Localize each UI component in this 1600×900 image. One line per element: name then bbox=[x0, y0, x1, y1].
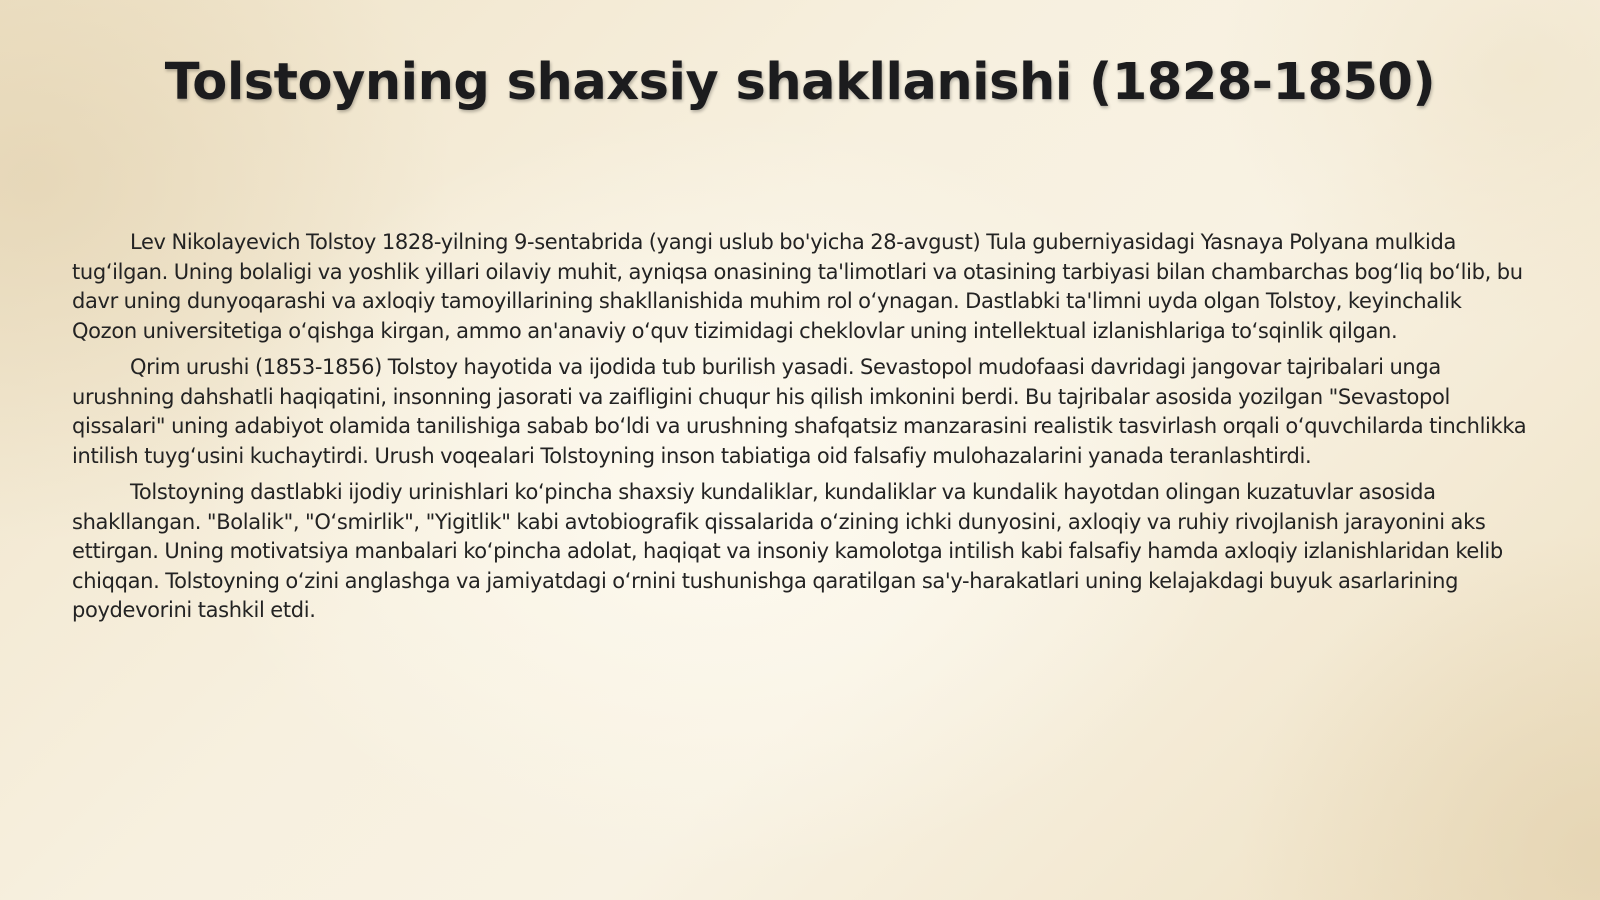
paragraph-early-life: Lev Nikolayevich Tolstoy 1828-yilning 9-sentabrida (yangi uslub bo'yicha 28-avgust) Tula guberniyasidagi Yasnaya Polyana mulkida tugʻilgan. Uning bolaligi va yoshlik yillari oilaviy muhit, ayniqsa onasining ta'limotlari va otasining tarbiyasi bilan chambarchas bogʻliq boʻlib, bu davr uning dunyoqarashi va axloqiy tamoyillarining shakllanishida muhim rol oʻynagan. Dastlabki ta'limni uyda olgan Tolstoy, keyinchalik Qozon universitetiga oʻqishga kirgan, ammo an'anaviy oʻquv tizimidagi cheklovlar uning intellektual izlanishlariga toʻsqinlik qilgan. bbox=[72, 230, 1523, 343]
slide-body bbox=[72, 228, 1528, 633]
slide-title: Tolstoyning shaxsiy shakllanishi (1828-1850) bbox=[164, 53, 1436, 112]
paragraph-early-works: Tolstoyning dastlabki ijodiy urinishlari koʻpincha shaxsiy kundaliklar, kundaliklar va kundalik hayotdan olingan kuzatuvlar asosida shakllangan. "Bolalik", "Oʻsmirlik", "Yigitlik" kabi avtobiografik qissalarida oʻzining ichki dunyosini, axloqiy va ruhiy rivojlanish jarayonini aks ettirgan. Uning motivatsiya manbalari koʻpincha adolat, haqiqat va insoniy kamolotga intilish kabi falsafiy hamda axloqiy izlanishlaridan kelib chiqqan. Tolstoyning oʻzini anglashga va jamiyatdagi oʻrnini tushunishga qaratilgan sa'y-harakatlari uning kelajakdagi buyuk asarlarining poydevorini tashkil etdi. bbox=[72, 480, 1503, 622]
paragraph-crimean-war: Qrim urushi (1853-1856) Tolstoy hayotida va ijodida tub burilish yasadi. Sevastopol mudofaasi davridagi jangovar tajribalari unga urushning dahshatli haqiqatini, insonning jasorati va zaifligini chuqur his qilish imkonini berdi. Bu tajribalar asosida yozilgan "Sevastopol qissalari" uning adabiyot olamida tanilishiga sabab boʻldi va urushning shafqatsiz manzarasini realistik tasvirlash orqali oʻquvchilarda tinchlikka intilish tuygʻusini kuchaytirdi. Urush voqealari Tolstoyning inson tabiatiga oid falsafiy mulohazalarini yanada teranlashtirdi. bbox=[72, 355, 1527, 468]
